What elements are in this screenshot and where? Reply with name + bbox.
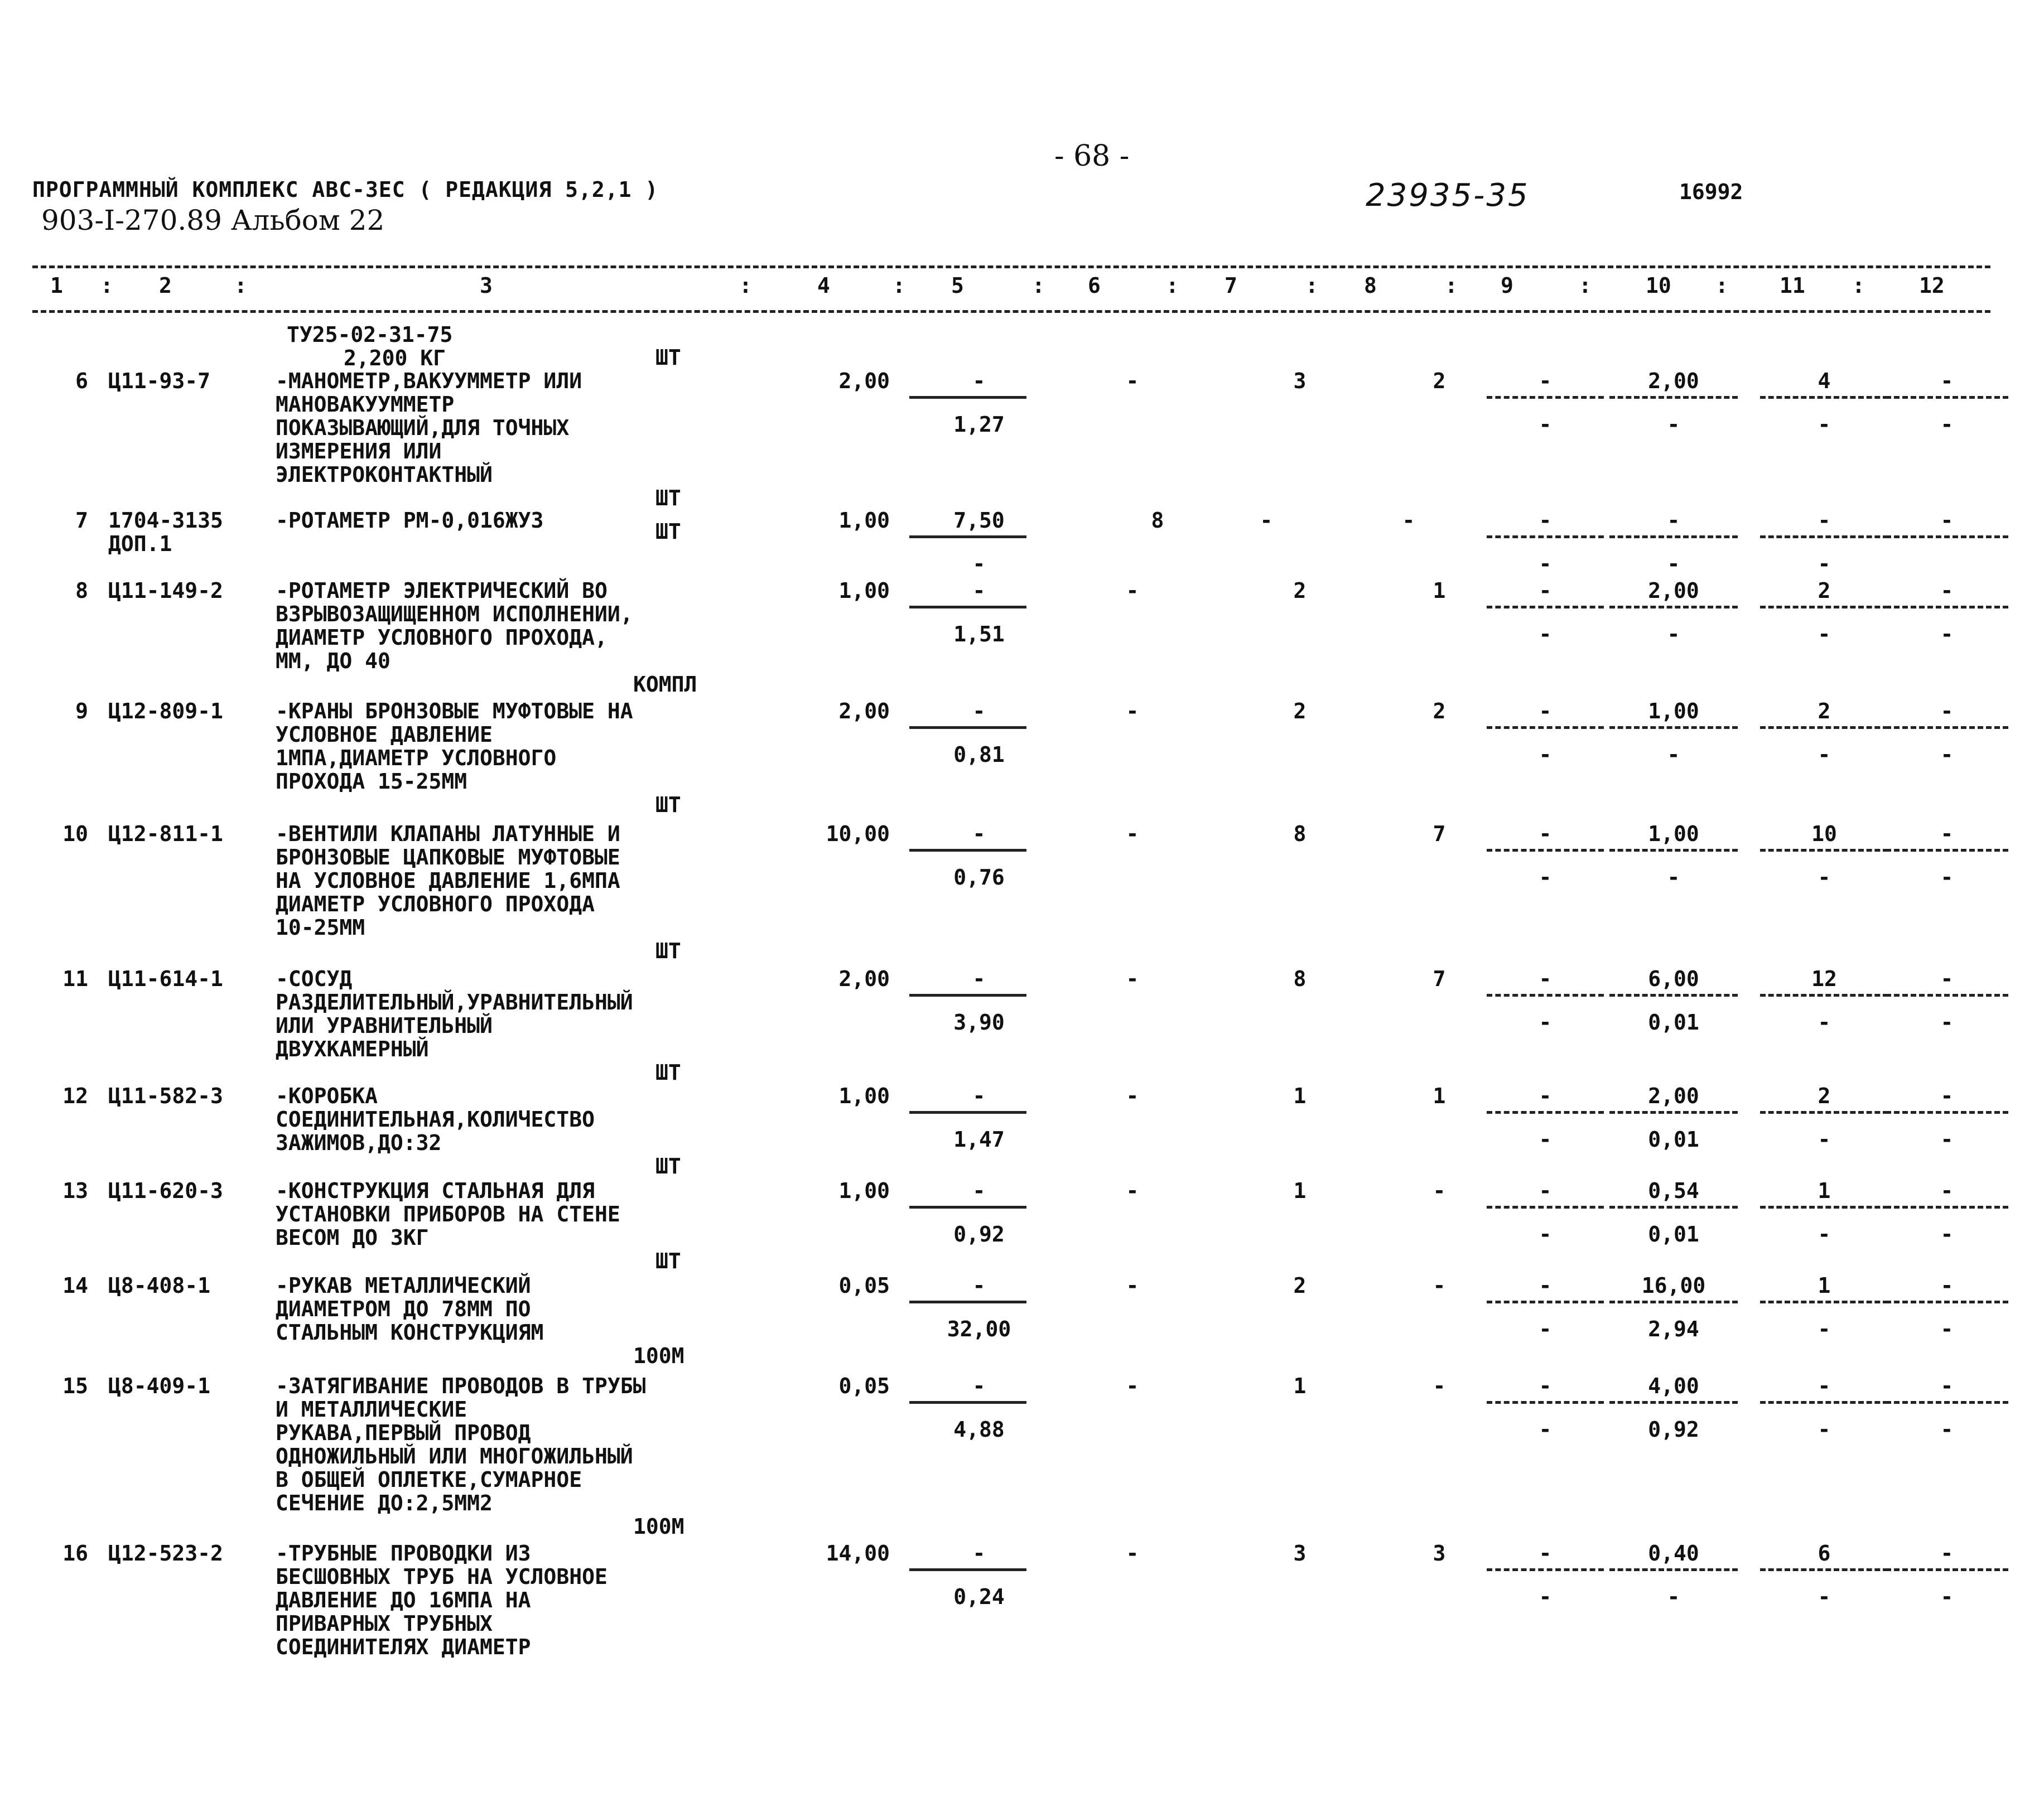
column-separator: : <box>1579 273 1592 298</box>
row-description: -КОРОБКА СОЕДИНИТЕЛЬНАЯ,КОЛИЧЕСТВО ЗАЖИМОВ,ДО:32 <box>276 1084 595 1155</box>
row-col10-divider <box>1609 606 1738 608</box>
row-col10-divider <box>1609 1401 1738 1404</box>
row-col7: - <box>1260 508 1273 533</box>
row-col11-divider <box>1760 1568 1888 1571</box>
row-col9b-divider <box>1487 726 1604 729</box>
row-price-divider <box>909 1111 1026 1114</box>
column-header-8: 8 <box>1364 273 1377 298</box>
row-col10-top: 0,54 <box>1648 1178 1699 1203</box>
row-price-bottom: - <box>972 552 986 576</box>
row-price-divider <box>909 1206 1026 1209</box>
row-description: -КРАНЫ БРОНЗОВЫЕ МУФТОВЫЕ НА УСЛОВНОЕ ДАВЛЕНИЕ 1МПА,ДИАМЕТР УСЛОВНОГО ПРОХОДА 15-25ММ <box>276 699 633 794</box>
row-col12-top: - <box>1940 1374 1954 1398</box>
row-col10-bottom: 0,01 <box>1648 1127 1699 1152</box>
row-col6: - <box>1126 369 1139 393</box>
row-quantity: 1,00 <box>838 1178 890 1203</box>
row-col12-bottom: - <box>1940 412 1954 437</box>
row-col10-divider <box>1609 1301 1738 1303</box>
row-description: -РОТАМЕТР ЭЛЕКТРИЧЕСКИЙ ВО ВЗРЫВОЗАЩИЩЕННОМ ИСПОЛНЕНИИ, ДИАМЕТР УСЛОВНОГО ПРОХОДА, ММ, ДО 40 <box>276 578 633 673</box>
row-price-bottom: 3,90 <box>953 1010 1005 1035</box>
row-price-top: - <box>972 822 986 846</box>
row-price-top: - <box>972 369 986 393</box>
row-col12-bottom: - <box>1940 1127 1954 1152</box>
row-col10-bottom: - <box>1667 742 1680 767</box>
row-unit: КОМПЛ <box>633 672 697 697</box>
row-col9b-bottom: - <box>1539 1317 1552 1341</box>
row-col9b-top: - <box>1539 369 1552 393</box>
row-col9b-bottom: - <box>1539 412 1552 437</box>
row-description: -МАНОМЕТР,ВАКУУММЕТР ИЛИ МАНОВАКУУММЕТР ПОКАЗЫВАЮЩИЙ,ДЛЯ ТОЧНЫХ ИЗМЕРЕНИЯ ИЛИ ЭЛЕКТРОКОНТАКТНЫЙ <box>276 369 582 487</box>
row-description: -ТРУБНЫЕ ПРОВОДКИ ИЗ БЕСШОВНЫХ ТРУБ НА УСЛОВНОЕ ДАВЛЕНИЕ ДО 16МПА НА ПРИВАРНЫХ ТРУБНЫХ СОЕДИНИТЕЛЯХ ДИАМЕТР <box>276 1541 608 1659</box>
row-col9b-bottom: - <box>1539 742 1552 767</box>
row-col11-top: 12 <box>1811 967 1837 991</box>
row-col9b-bottom: - <box>1539 1010 1552 1035</box>
row-col12-bottom: - <box>1940 865 1954 890</box>
row-col11-divider <box>1760 726 1888 729</box>
row-col11-divider <box>1760 396 1888 399</box>
row-number: 11 <box>62 967 88 991</box>
row-price-top: 7,50 <box>953 508 1005 533</box>
row-price-bottom: 0,76 <box>953 865 1005 890</box>
row-col11-bottom: - <box>1818 1010 1831 1035</box>
row-price-bottom: 1,47 <box>953 1127 1005 1152</box>
row-quantity: 10,00 <box>826 822 890 846</box>
column-header-5: 5 <box>951 273 964 298</box>
row-unit: 100М <box>633 1514 684 1539</box>
row-code: Ц11-93-7 <box>108 369 211 393</box>
row-col6: - <box>1126 822 1139 846</box>
row-price-top: - <box>972 967 986 991</box>
row-number: 9 <box>75 699 88 723</box>
row-col11-bottom: - <box>1818 1127 1831 1152</box>
row-col12-bottom: - <box>1940 1317 1954 1341</box>
column-separator: : <box>1715 273 1728 298</box>
row-col6: - <box>1126 699 1139 723</box>
row-quantity: 1,00 <box>838 578 890 603</box>
row-code: Ц12-811-1 <box>108 822 223 846</box>
row-quantity: 2,00 <box>838 369 890 393</box>
column-separator: : <box>1445 273 1458 298</box>
row-col12-top: - <box>1940 699 1954 723</box>
row-col9b-top: - <box>1539 1541 1552 1566</box>
row-col11-bottom: - <box>1818 552 1831 576</box>
row-col12-bottom: - <box>1940 1585 1954 1609</box>
row-col10-divider <box>1609 535 1738 538</box>
row-quantity: 0,05 <box>838 1374 890 1398</box>
row-col9b-divider <box>1487 1301 1604 1303</box>
row-col12-bottom: - <box>1940 1222 1954 1247</box>
row-description: -РОТАМЕТР РМ-0,016ЖУЗ <box>276 508 544 533</box>
row-col12-divider <box>1886 849 2008 852</box>
row-col8: 3 <box>1293 1541 1307 1566</box>
row-code: Ц11-149-2 <box>108 578 223 603</box>
row-col9b-top: - <box>1539 822 1552 846</box>
row-unit: ШТ <box>655 1060 681 1085</box>
row-col9b-bottom: - <box>1539 1222 1552 1247</box>
row-col9: 2 <box>1433 369 1446 393</box>
column-separator: : <box>1166 273 1179 298</box>
row-price-top: - <box>972 1273 986 1298</box>
row-description: -ЗАТЯГИВАНИЕ ПРОВОДОВ В ТРУБЫ И МЕТАЛЛИЧЕСКИЕ РУКАВА,ПЕРВЫЙ ПРОВОД ОДНОЖИЛЬНЫЙ ИЛИ МНОГОЖИЛЬНЫЙ В ОБЩЕЙ ОПЛЕТКЕ,СУМАРНОЕ СЕЧЕНИЕ ДО:2,5ММ2 <box>276 1374 646 1515</box>
row-col6: - <box>1126 967 1139 991</box>
column-header-9: 9 <box>1501 273 1513 298</box>
row-col6: 8 <box>1151 508 1164 533</box>
row-col6: - <box>1126 1374 1139 1398</box>
row-col10-divider <box>1609 1111 1738 1114</box>
row-code-suffix: ДОП.1 <box>108 532 172 556</box>
row-col12-bottom: - <box>1940 1010 1954 1035</box>
row-price-divider <box>909 606 1026 608</box>
row-col8: 2 <box>1293 578 1307 603</box>
row-col12-divider <box>1886 1206 2008 1209</box>
column-header-10: 10 <box>1646 273 1671 298</box>
row-price-divider <box>909 994 1026 997</box>
row-col9b-bottom: - <box>1539 1585 1552 1609</box>
row-code: Ц8-409-1 <box>108 1374 211 1398</box>
row-price-top: - <box>972 578 986 603</box>
row-col12-top: - <box>1940 508 1954 533</box>
row-unit-before: ШТ <box>655 345 681 370</box>
row-col6: - <box>1126 1541 1139 1566</box>
row-price-bottom: 0,24 <box>953 1585 1005 1609</box>
row-col10-bottom: 0,92 <box>1648 1417 1699 1442</box>
column-header-7: 7 <box>1225 273 1237 298</box>
row-quantity: 2,00 <box>838 699 890 723</box>
row-col6: - <box>1126 578 1139 603</box>
column-header-3: 3 <box>480 273 493 298</box>
row-number: 15 <box>62 1374 88 1398</box>
row-col10-divider <box>1609 1568 1738 1571</box>
row-price-divider <box>909 1401 1026 1404</box>
row-col9b-top: - <box>1539 1374 1552 1398</box>
column-separator: : <box>1852 273 1865 298</box>
row-col12-bottom: - <box>1940 1417 1954 1442</box>
row-unit: ШТ <box>655 1249 681 1273</box>
row-price-bottom: 0,92 <box>953 1222 1005 1247</box>
row-col10-bottom: 0,01 <box>1648 1010 1699 1035</box>
row-col10-divider <box>1609 994 1738 997</box>
row-unit: ШТ <box>655 939 681 963</box>
preamble-line-1: ТУ25-02-31-75 <box>287 322 453 347</box>
row-col12-divider <box>1886 1401 2008 1404</box>
row-col10-bottom: - <box>1667 865 1680 890</box>
row-col8: 8 <box>1293 822 1307 846</box>
row-price-bottom: 0,81 <box>953 742 1005 767</box>
row-price-top: - <box>972 1374 986 1398</box>
row-number: 6 <box>75 369 88 393</box>
header-rule-top <box>32 265 1990 268</box>
row-col10-bottom: - <box>1667 1585 1680 1609</box>
row-price-divider <box>909 1301 1026 1303</box>
row-col9b-divider <box>1487 1111 1604 1114</box>
row-col9: 1 <box>1433 578 1446 603</box>
row-number: 10 <box>62 822 88 846</box>
row-price-top: - <box>972 1084 986 1108</box>
column-header-12: 12 <box>1919 273 1945 298</box>
row-col11-top: 10 <box>1811 822 1837 846</box>
column-separator: : <box>1032 273 1045 298</box>
row-number: 7 <box>75 508 88 533</box>
row-col9: 2 <box>1433 699 1446 723</box>
row-col9b-top: - <box>1539 1273 1552 1298</box>
row-col12-divider <box>1886 726 2008 729</box>
row-price-divider <box>909 726 1026 729</box>
row-code: Ц11-620-3 <box>108 1178 223 1203</box>
row-col8: - <box>1402 508 1415 533</box>
row-col9b-top: - <box>1539 1178 1552 1203</box>
row-unit: ШТ <box>655 793 681 817</box>
row-col11-divider <box>1760 1401 1888 1404</box>
row-col12-divider <box>1886 994 2008 997</box>
row-col11-bottom: - <box>1818 1222 1831 1247</box>
row-col9b-divider <box>1487 1401 1604 1404</box>
row-col12-bottom: - <box>1940 742 1954 767</box>
row-col9b-bottom: - <box>1539 1417 1552 1442</box>
row-number: 8 <box>75 578 88 603</box>
row-price-divider <box>909 1568 1026 1571</box>
row-unit: ШТ <box>655 519 681 544</box>
row-col9b-top: - <box>1539 1084 1552 1108</box>
row-price-top: - <box>972 699 986 723</box>
row-col10-top: - <box>1667 508 1680 533</box>
row-description: -СОСУД РАЗДЕЛИТЕЛЬНЫЙ,УРАВНИТЕЛЬНЫЙ ИЛИ УРАВНИТЕЛЬНЫЙ ДВУХКАМЕРНЫЙ <box>276 967 633 1061</box>
column-header-4: 4 <box>817 273 830 298</box>
column-separator: : <box>739 273 752 298</box>
row-col8: 8 <box>1293 967 1307 991</box>
row-col9b-bottom: - <box>1539 1127 1552 1152</box>
row-code: Ц8-408-1 <box>108 1273 211 1298</box>
row-col12-divider <box>1886 535 2008 538</box>
row-col11-divider <box>1760 849 1888 852</box>
column-header-11: 11 <box>1780 273 1805 298</box>
row-col9b-divider <box>1487 606 1604 608</box>
row-col9b-divider <box>1487 396 1604 399</box>
column-separator: : <box>234 273 247 298</box>
row-col11-divider <box>1760 606 1888 608</box>
row-col10-bottom: - <box>1667 552 1680 576</box>
row-col9: 7 <box>1433 967 1446 991</box>
row-code: Ц11-614-1 <box>108 967 223 991</box>
row-col11-top: 2 <box>1818 578 1831 603</box>
row-col11-bottom: - <box>1818 865 1831 890</box>
row-quantity: 14,00 <box>826 1541 890 1566</box>
row-col8: 1 <box>1293 1084 1307 1108</box>
row-col9b-divider <box>1487 994 1604 997</box>
row-col9b-divider <box>1487 535 1604 538</box>
row-number: 16 <box>62 1541 88 1566</box>
row-col10-top: 4,00 <box>1648 1374 1699 1398</box>
row-col9b-top: - <box>1539 699 1552 723</box>
row-col6: - <box>1126 1178 1139 1203</box>
row-col10-top: 1,00 <box>1648 822 1699 846</box>
row-col11-bottom: - <box>1818 742 1831 767</box>
code-number: 16992 <box>1679 180 1743 204</box>
row-col9b-divider <box>1487 1206 1604 1209</box>
row-code: Ц12-809-1 <box>108 699 223 723</box>
row-col10-top: 1,00 <box>1648 699 1699 723</box>
row-quantity: 1,00 <box>838 508 890 533</box>
row-quantity: 1,00 <box>838 1084 890 1108</box>
row-unit: 100М <box>633 1344 684 1368</box>
row-number: 13 <box>62 1178 88 1203</box>
row-col11-top: - <box>1818 1374 1831 1398</box>
row-price-divider <box>909 396 1026 399</box>
row-col11-bottom: - <box>1818 1585 1831 1609</box>
row-col6: - <box>1126 1273 1139 1298</box>
header-rule-bottom <box>32 310 1990 313</box>
row-price-top: - <box>972 1178 986 1203</box>
row-price-bottom: 4,88 <box>953 1417 1005 1442</box>
row-unit: ШТ <box>655 1154 681 1178</box>
row-quantity: 0,05 <box>838 1273 890 1298</box>
row-price-divider <box>909 535 1026 538</box>
row-col8: 1 <box>1293 1374 1307 1398</box>
column-header-2: 2 <box>159 273 172 298</box>
row-col11-divider <box>1760 1206 1888 1209</box>
row-col11-divider <box>1760 1301 1888 1303</box>
row-col11-divider <box>1760 994 1888 997</box>
row-col10-divider <box>1609 1206 1738 1209</box>
column-separator: : <box>893 273 905 298</box>
row-col9b-top: - <box>1539 578 1552 603</box>
row-col12-top: - <box>1940 1273 1954 1298</box>
row-col12-top: - <box>1940 1541 1954 1566</box>
row-col11-top: - <box>1818 508 1831 533</box>
row-col10-bottom: 2,94 <box>1648 1317 1699 1341</box>
row-number: 14 <box>62 1273 88 1298</box>
row-col9b-divider <box>1487 849 1604 852</box>
row-code: Ц12-523-2 <box>108 1541 223 1566</box>
row-description: -ВЕНТИЛИ КЛАПАНЫ ЛАТУННЫЕ И БРОНЗОВЫЕ ЦАПКОВЫЕ МУФТОВЫЕ НА УСЛОВНОЕ ДАВЛЕНИЕ 1,6МПА ДИАМЕТР УСЛОВНОГО ПРОХОДА 10-25ММ <box>276 822 620 940</box>
row-quantity: 2,00 <box>838 967 890 991</box>
row-col10-bottom: - <box>1667 412 1680 437</box>
column-header-1: 1 <box>50 273 63 298</box>
row-col10-divider <box>1609 726 1738 729</box>
row-col10-top: 2,00 <box>1648 1084 1699 1108</box>
row-col11-bottom: - <box>1818 1417 1831 1442</box>
row-col9: 7 <box>1433 822 1446 846</box>
row-col12-top: - <box>1940 1178 1954 1203</box>
row-code: 1704-3135 <box>108 508 223 533</box>
row-col11-bottom: - <box>1818 412 1831 437</box>
row-col9b-top: - <box>1539 508 1552 533</box>
row-col9: - <box>1433 1374 1446 1398</box>
row-col11-top: 2 <box>1818 699 1831 723</box>
row-col12-top: - <box>1940 822 1954 846</box>
row-col11-top: 1 <box>1818 1273 1831 1298</box>
row-col10-bottom: 0,01 <box>1648 1222 1699 1247</box>
row-col10-top: 2,00 <box>1648 578 1699 603</box>
row-col12-top: - <box>1940 1084 1954 1108</box>
row-price-divider <box>909 849 1026 852</box>
row-col11-top: 2 <box>1818 1084 1831 1108</box>
row-col9: - <box>1433 1178 1446 1203</box>
row-col12-top: - <box>1940 369 1954 393</box>
row-col10-top: 16,00 <box>1641 1273 1706 1298</box>
row-col12-bottom: - <box>1940 622 1954 646</box>
album-reference: 903-I-270.89 Альбом 22 <box>41 204 385 236</box>
row-col9b-bottom: - <box>1539 622 1552 646</box>
row-col12-divider <box>1886 1568 2008 1571</box>
row-col11-divider <box>1760 535 1888 538</box>
row-price-bottom: 32,00 <box>947 1317 1011 1341</box>
row-col12-divider <box>1886 606 2008 608</box>
column-header-6: 6 <box>1088 273 1101 298</box>
row-description: -РУКАВ МЕТАЛЛИЧЕСКИЙ ДИАМЕТРОМ ДО 78ММ ПО СТАЛЬНЫМ КОНСТРУКЦИЯМ <box>276 1273 544 1345</box>
row-col8: 1 <box>1293 1178 1307 1203</box>
row-col9: 1 <box>1433 1084 1446 1108</box>
row-price-bottom: 1,27 <box>953 412 1005 437</box>
row-col9: - <box>1433 1273 1446 1298</box>
row-col10-top: 2,00 <box>1648 369 1699 393</box>
row-description: -КОНСТРУКЦИЯ СТАЛЬНАЯ ДЛЯ УСТАНОВКИ ПРИБОРОВ НА СТЕНЕ ВЕСОМ ДО 3КГ <box>276 1178 620 1250</box>
column-separator: : <box>100 273 113 298</box>
page-number: - 68 - <box>1054 139 1130 173</box>
row-col10-top: 0,40 <box>1648 1541 1699 1566</box>
row-col11-top: 1 <box>1818 1178 1831 1203</box>
row-col9b-bottom: - <box>1539 865 1552 890</box>
row-col11-top: 6 <box>1818 1541 1831 1566</box>
row-col11-top: 4 <box>1818 369 1831 393</box>
row-col11-bottom: - <box>1818 622 1831 646</box>
row-price-top: - <box>972 1541 986 1566</box>
preamble-line-2: 2,200 КГ <box>344 346 446 370</box>
row-col12-top: - <box>1940 578 1954 603</box>
row-col8: 3 <box>1293 369 1307 393</box>
row-col11-bottom: - <box>1818 1317 1831 1341</box>
row-col10-divider <box>1609 396 1738 399</box>
row-col10-top: 6,00 <box>1648 967 1699 991</box>
row-col12-divider <box>1886 1301 2008 1303</box>
document-code: 23935-35 <box>1366 177 1530 214</box>
column-separator: : <box>1305 273 1318 298</box>
row-col10-bottom: - <box>1667 622 1680 646</box>
row-col12-top: - <box>1940 967 1954 991</box>
row-unit: ШТ <box>655 486 681 510</box>
program-title: ПРОГРАММНЫЙ КОМПЛЕКС АВС-3ЕС ( РЕДАКЦИЯ 5,2,1 ) <box>32 177 659 202</box>
row-col9b-bottom: - <box>1539 552 1552 576</box>
row-col9b-top: - <box>1539 967 1552 991</box>
row-col11-divider <box>1760 1111 1888 1114</box>
row-col8: 2 <box>1293 1273 1307 1298</box>
row-col10-divider <box>1609 849 1738 852</box>
row-col12-divider <box>1886 1111 2008 1114</box>
row-col9: 3 <box>1433 1541 1446 1566</box>
row-code: Ц11-582-3 <box>108 1084 223 1108</box>
row-number: 12 <box>62 1084 88 1108</box>
row-col8: 2 <box>1293 699 1307 723</box>
row-price-bottom: 1,51 <box>953 622 1005 646</box>
row-col6: - <box>1126 1084 1139 1108</box>
row-col12-divider <box>1886 396 2008 399</box>
row-col9b-divider <box>1487 1568 1604 1571</box>
